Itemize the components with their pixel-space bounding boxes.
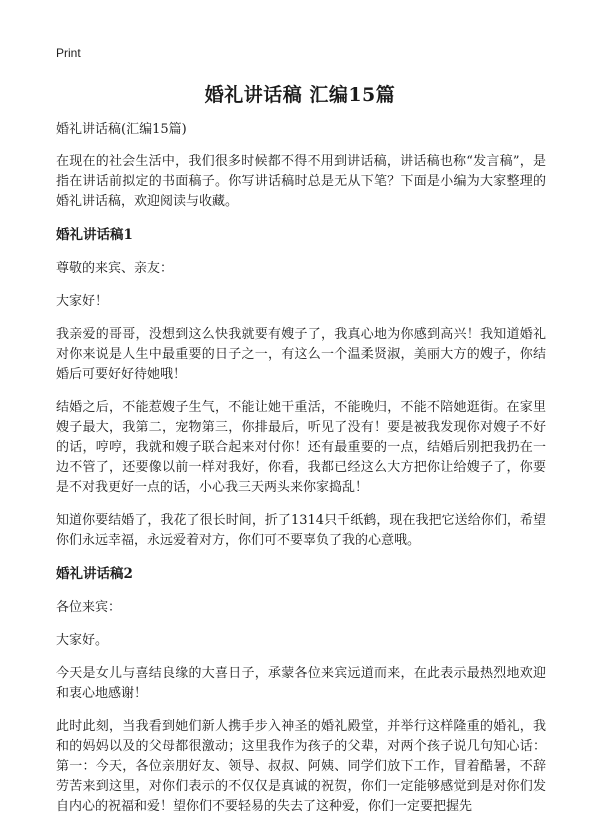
document-body (56, 120, 546, 828)
section-heading: 婚礼讲话稿2 (56, 566, 133, 582)
paragraph: 结婚之后，不能惹嫂子生气，不能让她干重活，不能晚归，不能不陪她逛街。在家里嫂子最大，我第二，宠物第三，你排最后，听见了没有！要是被我发现你对嫂子不好的话，哼哼，我就和嫂子联合起来对付你！还有最重要的一点，结婚后别把我扔在一边不管了，还要像以前一样对我好，你看，我都已经这么大方把你让给嫂子了，你要是不对我更好一点的话，小心我三天两头来你家捣乱！ (56, 400, 546, 495)
section-1 (56, 225, 546, 551)
paragraph: 今天是女儿与喜结良缘的大喜日子，承蒙各位来宾远道而来，在此表示最热烈地欢迎和衷心地感谢！ (56, 666, 546, 701)
print-link[interactable]: Print (56, 46, 81, 60)
document-subtitle: 婚礼讲话稿(汇编15篇) (56, 122, 187, 137)
document-title: 婚礼讲话稿 汇编15篇 (204, 84, 396, 106)
paragraph: 大家好。 (56, 633, 109, 648)
section-2 (56, 564, 546, 817)
intro-paragraph: 在现在的社会生活中，我们很多时候都不得不用到讲话稿，讲话稿也称“发言稿”，是指在讲话前拟定的书面稿子。你写讲话稿时总是无从下笔？下面是小编为大家整理的婚礼讲话稿，欢迎阅读与收藏。 (56, 154, 546, 209)
paragraph: 此时此刻，当我看到她们新人携手步入神圣的婚礼殿堂，并举行这样隆重的婚礼，我和的妈妈以及的父母都很激动；这里我作为孩子的父辈，对两个孩子说几句知心话：第一：今天，各位亲朋好友、领导、叔叔、阿姨、同学们放下工作，冒着酷暑，不辞劳苦来到这里，对你们表示的不仅仅是真诚的祝贺，你们一定能够感觉到是对你们发自内心的祝福和爱！望你们不要轻易的失去了这种爱，你们一定要把握先 (56, 719, 546, 814)
paragraph: 各位来宾： (56, 600, 122, 615)
paragraph: 知道你要结婚了，我花了很长时间，折了1314只千纸鹤，现在我把它送给你们，希望你们永远幸福，永远爱着对方，你们可不要辜负了我的心意哦。 (56, 513, 546, 548)
paragraph: 我亲爱的哥哥，没想到这么快我就要有嫂子了，我真心地为你感到高兴！我知道婚礼对你来说是人生中最重要的日子之一，有这么一个温柔贤淑，美丽大方的嫂子，你结婚后可要好好待她哦！ (56, 327, 546, 382)
section-heading: 婚礼讲话稿1 (56, 227, 133, 243)
paragraph: 大家好！ (56, 294, 109, 309)
paragraph: 尊敬的来宾、亲友： (56, 261, 174, 276)
